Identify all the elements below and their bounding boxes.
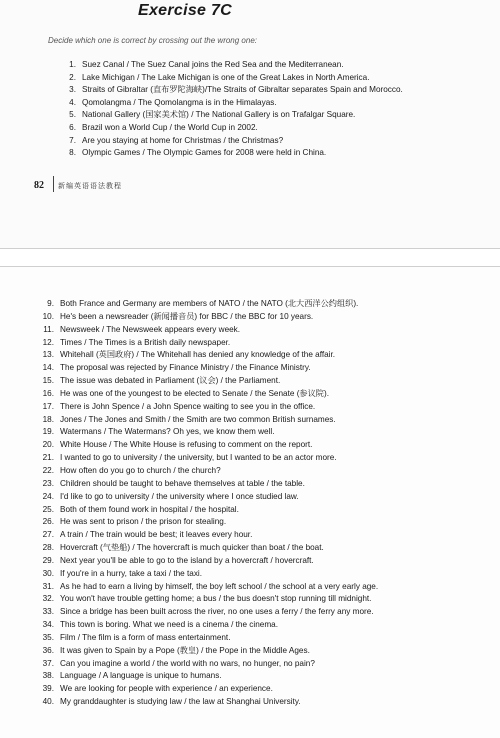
item-number: 8.	[69, 148, 76, 158]
item-number: 23.	[42, 478, 54, 488]
item-sentence: Language / A language is unique to humans.	[60, 671, 222, 681]
item-number: 10.	[42, 311, 54, 321]
exercise-item	[0, 362, 378, 375]
top-page	[0, 0, 500, 249]
item-number: 16.	[42, 388, 54, 398]
exercise-item	[0, 84, 403, 97]
exercise-item	[0, 581, 378, 594]
item-sentence: He was one of the youngest to be elected to Senate / the Senate (参议院).	[60, 388, 329, 398]
exercise-item	[0, 452, 378, 465]
item-sentence: Jones / The Jones and Smith / the Smith are two common British surnames.	[60, 414, 336, 424]
item-sentence: Newsweek / The Newsweek appears every week.	[60, 324, 241, 334]
item-sentence: Hovercraft (气垫船) / The hovercraft is much quicker than boat / the boat.	[60, 543, 324, 553]
item-sentence: As he had to earn a living by himself, the boy left school / the school at a very early age.	[60, 581, 379, 591]
item-number: 2.	[69, 72, 76, 82]
exercise-instruction: Decide which one is correct by crossing out the wrong one:	[48, 36, 257, 45]
item-sentence: Olympic Games / The Olympic Games for 2008 were held in China.	[82, 148, 327, 158]
exercise-item	[0, 388, 378, 401]
item-sentence: The issue was debated in Parliament (议会) / the Parliament.	[60, 376, 281, 386]
item-number: 24.	[42, 491, 54, 501]
page-gap	[0, 249, 500, 265]
exercise-item	[0, 135, 403, 148]
exercise-item	[0, 645, 378, 658]
item-sentence: Brazil won a World Cup / the World Cup in 2002.	[82, 122, 258, 132]
exercise-item	[0, 414, 378, 427]
item-sentence: White House / The White House is refusing to comment on the report.	[60, 440, 313, 450]
footer-divider	[53, 176, 54, 192]
item-sentence: He's been a newsreader (新闻播音员) for BBC / the BBC for 10 years.	[60, 311, 314, 321]
exercise-item	[0, 349, 378, 362]
item-sentence: This town is boring. What we need is a cinema / the cinema.	[60, 620, 278, 630]
item-sentence: Suez Canal / The Suez Canal joins the Red Sea and the Mediterranean.	[82, 60, 344, 69]
exercise-item	[0, 658, 378, 671]
item-number: 12.	[42, 337, 54, 347]
item-number: 3.	[69, 85, 76, 95]
item-number: 11.	[43, 324, 54, 334]
item-sentence: My granddaughter is studying law / the law at Shanghai University.	[60, 697, 301, 707]
exercise-item	[0, 542, 378, 555]
item-number: 20.	[42, 440, 54, 450]
item-sentence: Watermans / The Watermans? Oh yes, we know them well.	[60, 427, 275, 437]
exercise-item	[0, 122, 403, 135]
item-sentence: He was sent to prison / the prison for stealing.	[60, 517, 227, 527]
exercise-item	[0, 147, 403, 160]
item-sentence: I wanted to go to university / the university, but I wanted to be an actor more.	[60, 453, 337, 463]
item-sentence: Straits of Gibraltar (直布罗陀海峡)/The Straits of Gibraltar separates Spain and Morocco.	[82, 85, 403, 95]
item-number: 31.	[42, 581, 54, 591]
exercise-item	[0, 516, 378, 529]
exercise-item	[0, 324, 378, 337]
exercise-item	[0, 504, 378, 517]
item-number: 32.	[42, 594, 54, 604]
item-number: 35.	[42, 632, 54, 642]
item-sentence: There is John Spence / a John Spence waiting to see you in the office.	[60, 401, 316, 411]
item-number: 15.	[42, 376, 54, 386]
item-number: 39.	[42, 684, 54, 694]
item-number: 7.	[69, 135, 76, 145]
item-sentence: A train / The train would be best; it leaves every hour.	[60, 530, 253, 540]
exercise-item	[0, 529, 378, 542]
item-sentence: Whitehall (英国政府) / The Whitehall has denied any knowledge of the affair.	[60, 350, 336, 360]
item-number: 21.	[42, 453, 54, 463]
exercise-item	[0, 593, 378, 606]
exercise-item	[0, 632, 378, 645]
exercise-item	[0, 311, 378, 324]
exercise-item	[0, 401, 378, 414]
item-number: 37.	[42, 658, 54, 668]
exercise-item	[0, 375, 378, 388]
item-number: 29.	[42, 555, 54, 565]
item-sentence: Times / The Times is a British daily newspaper.	[60, 337, 231, 347]
item-sentence: Both France and Germany are members of NATO / the NATO (北大西洋公约组织).	[60, 299, 359, 308]
item-number: 4.	[69, 97, 76, 107]
item-number: 40.	[42, 697, 54, 707]
item-sentence: It was given to Spain by a Pope (教皇) / the Pope in the Middle Ages.	[60, 645, 310, 655]
item-sentence: Can you imagine a world / the world with no wars, no hunger, no pain?	[60, 658, 315, 668]
exercise-item	[0, 72, 403, 85]
exercise-item	[0, 426, 378, 439]
item-sentence: The proposal was rejected by Finance Ministry / the Finance Ministry.	[60, 363, 311, 373]
exercise-title: Exercise 7C	[138, 2, 233, 19]
book-title: 新编英语语法教程	[58, 183, 122, 190]
exercise-item	[0, 491, 378, 504]
exercise-item	[0, 683, 378, 696]
exercise-item	[0, 606, 378, 619]
item-sentence: I'd like to go to university / the university where I once studied law.	[60, 491, 299, 501]
item-sentence: Both of them found work in hospital / the hospital.	[60, 504, 239, 514]
exercise-item	[0, 59, 403, 72]
exercise-item	[0, 670, 378, 683]
item-number: 36.	[42, 645, 54, 655]
exercise-item	[0, 696, 378, 709]
exercise-item	[0, 298, 378, 311]
item-number: 30.	[42, 568, 54, 578]
item-number: 22.	[42, 465, 54, 475]
item-number: 34.	[42, 620, 54, 630]
item-sentence: We are looking for people with experience / an experience.	[60, 684, 273, 694]
item-sentence: Since a bridge has been built across the river, no one uses a ferry / the ferry any more.	[60, 607, 374, 617]
exercise-item	[0, 555, 378, 568]
item-number: 38.	[42, 671, 54, 681]
exercise-item	[0, 337, 378, 350]
item-sentence: Film / The film is a form of mass entertainment.	[60, 632, 231, 642]
exercise-item	[0, 478, 378, 491]
item-sentence: National Gallery (国家美术馆) / The National Gallery is on Trafalgar Square.	[82, 110, 356, 120]
item-number: 17.	[42, 401, 54, 411]
exercise-item	[0, 439, 378, 452]
item-number: 28.	[42, 543, 54, 553]
item-number: 18.	[42, 414, 54, 424]
item-number: 9.	[47, 299, 54, 308]
item-sentence: You won't have trouble getting home; a bus / the bus doesn't stop running till midnight.	[60, 594, 372, 604]
item-sentence: Children should be taught to behave themselves at table / the table.	[60, 478, 305, 488]
exercise-item	[0, 465, 378, 478]
page-number: 82	[34, 180, 44, 191]
item-number: 19.	[42, 427, 54, 437]
item-sentence: Qomolangma / The Qomolangma is in the Himalayas.	[82, 97, 277, 107]
item-sentence: How often do you go to church / the church?	[60, 465, 221, 475]
item-number: 27.	[42, 530, 54, 540]
item-number: 1.	[69, 60, 76, 69]
item-number: 33.	[42, 607, 54, 617]
exercise-item	[0, 97, 403, 110]
item-number: 13.	[42, 350, 54, 360]
item-sentence: Lake Michigan / The Lake Michigan is one of the Great Lakes in North America.	[82, 72, 370, 82]
exercise-item	[0, 109, 403, 122]
exercise-item	[0, 568, 378, 581]
item-number: 25.	[42, 504, 54, 514]
bottom-exercise-list	[0, 298, 378, 709]
exercise-item	[0, 619, 378, 632]
item-number: 14.	[42, 363, 54, 373]
bottom-page	[0, 266, 500, 738]
item-sentence: Are you staying at home for Christmas / the Christmas?	[82, 135, 284, 145]
item-number: 26.	[42, 517, 54, 527]
item-sentence: Next year you'll be able to go to the island by a hovercraft / hovercraft.	[60, 555, 314, 565]
item-sentence: If you're in a hurry, take a taxi / the taxi.	[60, 568, 203, 578]
top-exercise-list	[0, 59, 403, 160]
item-number: 6.	[69, 122, 76, 132]
item-number: 5.	[69, 110, 76, 120]
